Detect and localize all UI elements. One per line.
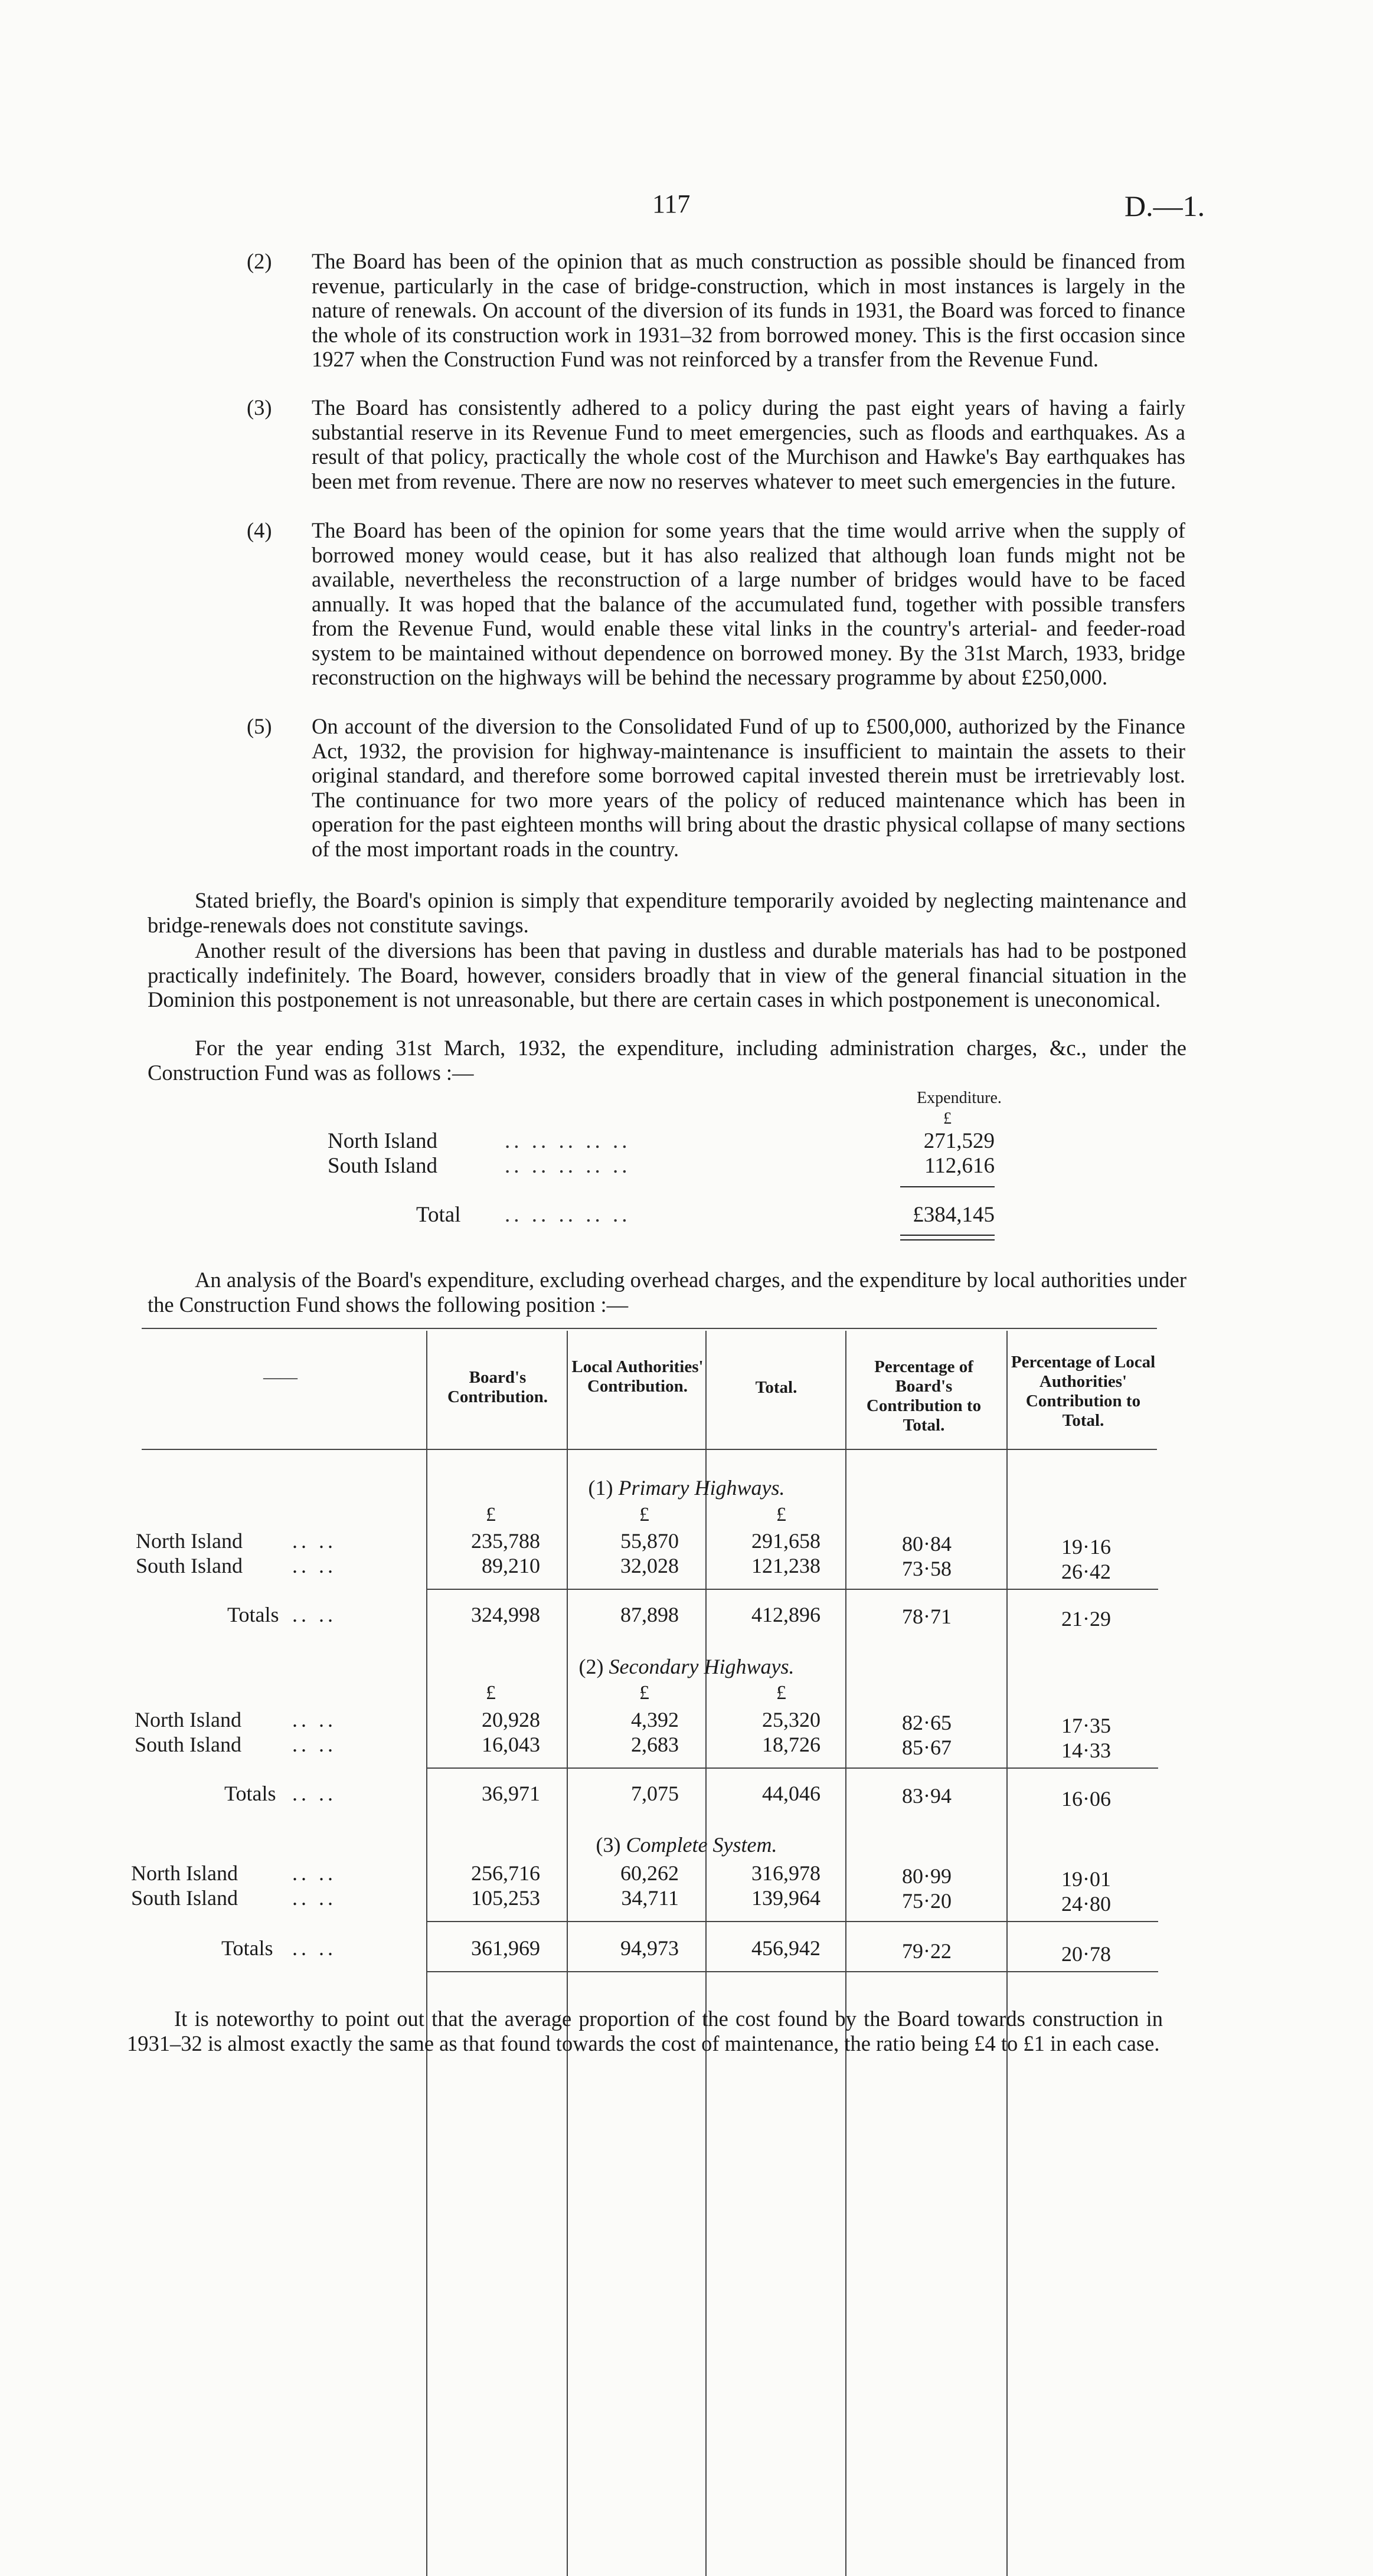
subtotal-rule [426, 1767, 1158, 1769]
expenditure-heading: Expenditure. [917, 1089, 1002, 1107]
pct-board-value: 85·67 [902, 1736, 952, 1759]
leader-dots: .. .. .. .. .. [505, 1129, 631, 1153]
expenditure-row-south [328, 1153, 995, 1179]
total-rule-1 [900, 1235, 995, 1236]
local-value: 2,683 [631, 1733, 679, 1756]
totals-label: Totals [227, 1603, 279, 1626]
page-number: 117 [652, 189, 691, 218]
expenditure-row-total [328, 1202, 995, 1228]
point-label: (5) [247, 714, 272, 738]
row-label: North Island [135, 1708, 241, 1731]
header-pct-board: Percentage of Board's Contribution to Total. [866, 1357, 982, 1435]
boards-value: 20,928 [482, 1708, 540, 1731]
col-divider-3 [705, 1331, 707, 2576]
row-label: North Island [328, 1129, 437, 1153]
total-value: 25,320 [762, 1708, 820, 1731]
expenditure-unit: £ [943, 1109, 952, 1128]
pct-board-value: 80·99 [902, 1864, 952, 1888]
grand-total: 412,896 [751, 1603, 820, 1626]
leader-dots: .. .. [292, 1782, 336, 1805]
local-value: 4,392 [631, 1708, 679, 1731]
unit-boards: £ [486, 1504, 496, 1526]
header-local-contribution: Local Authorities' Contribution. [571, 1357, 704, 1396]
row-label: South Island [136, 1554, 243, 1577]
pct-local-value: 14·33 [1061, 1739, 1111, 1762]
section-title-complete [0, 1832, 1373, 1857]
section-name: Complete System. [626, 1833, 777, 1857]
leader-dots: .. .. [292, 1886, 336, 1910]
point-label: (2) [247, 249, 272, 273]
table-top-rule [142, 1328, 1157, 1329]
section-title-primary [0, 1475, 1373, 1500]
total-value: 18,726 [762, 1733, 820, 1756]
boards-value: 256,716 [471, 1861, 540, 1885]
total-value: 291,658 [751, 1529, 820, 1553]
subtotal-rule [900, 1186, 995, 1187]
unit-total: £ [776, 1682, 786, 1704]
leader-dots: .. .. [292, 1529, 336, 1553]
leader-dots: .. .. [292, 1708, 336, 1731]
pct-local-total: 20·78 [1061, 1942, 1111, 1966]
row-value: 271,529 [923, 1129, 995, 1153]
local-value: 60,262 [620, 1861, 679, 1885]
local-value: 55,870 [620, 1529, 679, 1553]
boards-value: 105,253 [471, 1886, 540, 1910]
section-number: (2) [578, 1655, 604, 1678]
pct-board-value: 82·65 [902, 1711, 952, 1734]
pct-board-value: 75·20 [902, 1889, 952, 1913]
paragraph-another-result: Another result of the diversions has been that paving in dustless and durable materials has had to be postponed practically indefinitely. The Board, however, considers broadly that in view of the general financial situation in the Dominion this postponement is not unreasonable, but there are certain cases in which postponement is uneconomical. [148, 938, 1186, 1012]
paragraph-stated-briefly: Stated briefly, the Board's opinion is simply that expenditure temporarily avoided by neglecting maintenance and bridge-renewals does not constitute savings. [148, 888, 1186, 937]
section-number: (1) [588, 1476, 613, 1500]
header-boards-contribution: Board's Contribution. [447, 1368, 548, 1406]
leader-dots: .. .. [292, 1554, 336, 1577]
leader-dots: .. .. [292, 1936, 336, 1960]
point-label: (3) [247, 395, 272, 420]
pct-local-total: 16·06 [1061, 1787, 1111, 1811]
unit-total: £ [776, 1504, 786, 1526]
point-text: On account of the diversion to the Consolidated Fund of up to £500,000, authorized by the Finance Act, 1932, the provision for highway-maintenance is insufficient to maintain the assets to their original standard, and therefore some borrowed capital invested therein must be irretrievably lost. The continuance for two more years of the policy of reduced maintenance which has been in operation for the past eighteen months will bring about the drastic physical collapse of many sections of the most important roads in the country. [312, 714, 1185, 861]
pct-local-total: 21·29 [1061, 1607, 1111, 1631]
total-value: 139,964 [751, 1886, 820, 1910]
boards-value: 16,043 [482, 1733, 540, 1756]
numbered-point-5 [247, 714, 1185, 861]
row-label: South Island [328, 1154, 438, 1178]
paragraph-for-the-year: For the year ending 31st March, 1932, the expenditure, including administration charges, &c., under the Construction Fund was as follows :— [148, 1036, 1186, 1085]
row-label: South Island [131, 1886, 238, 1910]
header-bottom-rule [142, 1449, 1157, 1450]
local-total: 87,898 [620, 1603, 679, 1626]
pct-local-value: 17·35 [1061, 1714, 1111, 1737]
row-label: North Island [131, 1861, 238, 1885]
paragraph-analysis: An analysis of the Board's expenditure, excluding overhead charges, and the expenditure by local authorities under the Construction Fund shows the following position :— [148, 1268, 1186, 1317]
row-label: Total [416, 1203, 461, 1227]
col-divider-1 [426, 1331, 427, 2576]
boards-value: 235,788 [471, 1529, 540, 1553]
numbered-point-2 [247, 249, 1185, 372]
grand-total: 456,942 [751, 1936, 820, 1960]
pct-local-value: 19·01 [1061, 1867, 1111, 1891]
document-reference: D.—1. [1124, 189, 1205, 222]
totals-label: Totals [221, 1936, 273, 1960]
section-name: Secondary Highways. [609, 1655, 795, 1678]
row-value: 112,616 [924, 1154, 995, 1178]
pct-local-value: 24·80 [1061, 1892, 1111, 1916]
pct-local-value: 26·42 [1061, 1560, 1111, 1583]
paragraph-closing: It is noteworthy to point out that the average proportion of the cost found by the Board towards construction in 1931–32 is almost exactly the same as that found towards the cost of maintenance, the ratio being £4 to £1 in each case. [127, 2007, 1163, 2055]
local-value: 32,028 [620, 1554, 679, 1577]
leader-dots: .. .. [292, 1733, 336, 1756]
point-text: The Board has been of the opinion for some years that the time would arrive when the supply of borrowed money would cease, but it has also realized that although loan funds might not be available, nevertheless the reconstruction of a large number of bridges would have to be faced annually. It was hoped that the balance of the accumulated fund, together with possible transfers from the Revenue Fund, would enable these vital links in the country's arterial- and feeder-road system to be maintained without dependence on borrowed money. By the 31st March, 1933, bridge reconstruction on the highways will be behind the necessary programme by about £250,000. [312, 518, 1185, 689]
col-divider-5 [1006, 1331, 1008, 2576]
local-total: 7,075 [631, 1782, 679, 1805]
point-label: (4) [247, 518, 272, 542]
numbered-point-4 [247, 518, 1185, 690]
row-label: North Island [136, 1529, 243, 1553]
row-label: South Island [135, 1733, 242, 1756]
leader-dots: .. .. [292, 1861, 336, 1885]
pct-board-total: 83·94 [902, 1784, 952, 1808]
grand-total: 44,046 [762, 1782, 820, 1805]
total-rule-2 [900, 1239, 995, 1240]
section-name: Primary Highways. [618, 1476, 785, 1500]
pct-board-value: 80·84 [902, 1532, 952, 1556]
boards-total: 361,969 [471, 1936, 540, 1960]
unit-boards: £ [486, 1682, 496, 1704]
header-pct-local: Percentage of Local Authorities' Contribution to Total. [1011, 1353, 1156, 1430]
boards-total: 324,998 [471, 1603, 540, 1626]
boards-total: 36,971 [482, 1782, 540, 1805]
pct-board-value: 73·58 [902, 1557, 952, 1580]
leader-dots: .. .. [292, 1603, 336, 1626]
total-value: 316,978 [751, 1861, 820, 1885]
section-title-secondary [0, 1654, 1373, 1679]
pct-local-value: 19·16 [1061, 1535, 1111, 1559]
point-text: The Board has consistently adhered to a policy during the past eight years of having a fairly substantial reserve in its Revenue Fund to meet emergencies, such as floods and earthquakes. As a result of that policy, practically the whole cost of the Murchison and Hawke's Bay earthquakes has been met from revenue. There are now no reserves whatever to meet such emergencies in the future. [312, 395, 1185, 493]
col-divider-2 [567, 1331, 568, 2576]
leader-dots: .. .. .. .. .. [505, 1203, 631, 1227]
point-text: The Board has been of the opinion that as much construction as possible should be financed from revenue, particularly in the case of bridge-construction, which in most instances is largely in the nature of renewals. On account of the diversion of its funds in 1931, the Board was forced to finance the whole of its construction work in 1931–32 from borrowed money. This is the first occasion since 1927 when the Construction Fund was not reinforced by a transfer from the Revenue Fund. [312, 249, 1185, 371]
numbered-point-3 [247, 395, 1185, 493]
unit-local: £ [639, 1682, 649, 1704]
total-value: 121,238 [751, 1554, 820, 1577]
expenditure-row-north [328, 1128, 995, 1154]
header-total: Total. [755, 1378, 797, 1397]
subtotal-rule [426, 1589, 1158, 1590]
pct-board-total: 79·22 [902, 1939, 952, 1963]
totals-label: Totals [224, 1782, 276, 1805]
row-value: £384,145 [913, 1203, 995, 1227]
subtotal-rule [426, 1921, 1158, 1922]
local-value: 34,711 [621, 1886, 679, 1910]
leader-dots: .. .. .. .. .. [505, 1154, 631, 1178]
boards-value: 89,210 [482, 1554, 540, 1577]
local-total: 94,973 [620, 1936, 679, 1960]
table-bottom-rule [426, 1971, 1158, 1972]
pct-board-total: 78·71 [902, 1605, 952, 1628]
col-divider-4 [845, 1331, 846, 2576]
unit-local: £ [639, 1504, 649, 1526]
section-number: (3) [596, 1833, 621, 1857]
header-blank: —— [263, 1368, 298, 1387]
